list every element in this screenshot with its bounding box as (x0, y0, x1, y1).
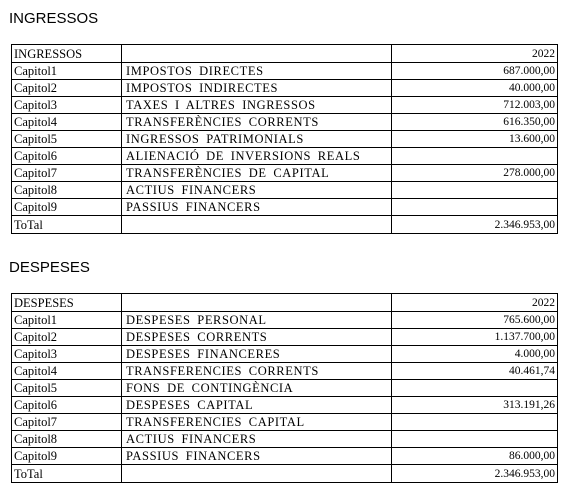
table-row (12, 397, 558, 414)
chapter-cell: Capitol5 (12, 131, 122, 148)
amount-cell (392, 380, 558, 397)
concept-cell: INGRESSOS PATRIMONIALS (122, 131, 392, 148)
despeses-header-row (12, 294, 558, 312)
total-amount: 2.346.953,00 (392, 465, 558, 483)
concept-cell: DESPESES FINANCERES (122, 346, 392, 363)
chapter-cell: Capitol2 (12, 329, 122, 346)
total-label: ToTal (12, 216, 122, 234)
concept-cell: DESPESES CAPITAL (122, 397, 392, 414)
total-concept (122, 465, 392, 483)
concept-cell: ACTIUS FINANCERS (122, 182, 392, 199)
amount-cell: 278.000,00 (392, 165, 558, 182)
amount-cell: 40.461,74 (392, 363, 558, 380)
table-row (12, 97, 558, 114)
ingressos-header-concept (122, 45, 392, 63)
chapter-cell: Capitol7 (12, 414, 122, 431)
chapter-cell: Capitol6 (12, 148, 122, 165)
despeses-header-label: DESPESES (12, 294, 122, 312)
chapter-cell: Capitol2 (12, 80, 122, 97)
table-row (12, 199, 558, 216)
table-row (12, 182, 558, 199)
despeses-header-concept (122, 294, 392, 312)
amount-cell (392, 414, 558, 431)
chapter-cell: Capitol5 (12, 380, 122, 397)
concept-cell: ALIENACIÓ DE INVERSIONS REALS (122, 148, 392, 165)
amount-cell: 616.350,00 (392, 114, 558, 131)
ingressos-header-year: 2022 (392, 45, 558, 63)
amount-cell (392, 182, 558, 199)
chapter-cell: Capitol7 (12, 165, 122, 182)
table-row (12, 312, 558, 329)
despeses-header-year: 2022 (392, 294, 558, 312)
concept-cell: IMPOSTOS INDIRECTES (122, 80, 392, 97)
total-concept (122, 216, 392, 234)
table-row (12, 380, 558, 397)
concept-cell: TAXES I ALTRES INGRESSOS (122, 97, 392, 114)
ingressos-total-row (12, 216, 558, 234)
amount-cell (392, 199, 558, 216)
chapter-cell: Capitol1 (12, 63, 122, 80)
concept-cell: PASSIUS FINANCERS (122, 199, 392, 216)
concept-cell: TRANSFERENCIES CORRENTS (122, 363, 392, 380)
table-row (12, 148, 558, 165)
table-row (12, 63, 558, 80)
table-row (12, 80, 558, 97)
chapter-cell: Capitol8 (12, 431, 122, 448)
total-label: ToTal (12, 465, 122, 483)
table-row (12, 114, 558, 131)
ingressos-header-row (12, 45, 558, 63)
chapter-cell: Capitol3 (12, 346, 122, 363)
total-amount: 2.346.953,00 (392, 216, 558, 234)
chapter-cell: Capitol4 (12, 114, 122, 131)
concept-cell: FONS DE CONTINGÈNCIA (122, 380, 392, 397)
concept-cell: ACTIUS FINANCERS (122, 431, 392, 448)
table-row (12, 414, 558, 431)
ingressos-header-label: INGRESSOS (12, 45, 122, 63)
despeses-table (11, 293, 558, 483)
table-row (12, 329, 558, 346)
concept-cell: TRANSFERÈNCIES CORRENTS (122, 114, 392, 131)
amount-cell (392, 431, 558, 448)
amount-cell: 712.003,00 (392, 97, 558, 114)
concept-cell: IMPOSTOS DIRECTES (122, 63, 392, 80)
table-row (12, 448, 558, 465)
amount-cell: 1.137.700,00 (392, 329, 558, 346)
chapter-cell: Capitol3 (12, 97, 122, 114)
ingressos-table (11, 44, 558, 234)
amount-cell: 687.000,00 (392, 63, 558, 80)
table-row (12, 165, 558, 182)
ingressos-heading: INGRESSOS (9, 10, 99, 27)
amount-cell (392, 148, 558, 165)
table-row (12, 431, 558, 448)
chapter-cell: Capitol1 (12, 312, 122, 329)
amount-cell: 13.600,00 (392, 131, 558, 148)
chapter-cell: Capitol9 (12, 448, 122, 465)
despeses-heading: DESPESES (9, 259, 90, 276)
concept-cell: TRANSFERENCIES CAPITAL (122, 414, 392, 431)
concept-cell: TRANSFERÈNCIES DE CAPITAL (122, 165, 392, 182)
table-row (12, 131, 558, 148)
chapter-cell: Capitol9 (12, 199, 122, 216)
concept-cell: DESPESES PERSONAL (122, 312, 392, 329)
amount-cell: 86.000,00 (392, 448, 558, 465)
amount-cell: 313.191,26 (392, 397, 558, 414)
amount-cell: 4.000,00 (392, 346, 558, 363)
amount-cell: 765.600,00 (392, 312, 558, 329)
chapter-cell: Capitol8 (12, 182, 122, 199)
chapter-cell: Capitol4 (12, 363, 122, 380)
amount-cell: 40.000,00 (392, 80, 558, 97)
chapter-cell: Capitol6 (12, 397, 122, 414)
table-row (12, 346, 558, 363)
concept-cell: DESPESES CORRENTS (122, 329, 392, 346)
despeses-total-row (12, 465, 558, 483)
concept-cell: PASSIUS FINANCERS (122, 448, 392, 465)
table-row (12, 363, 558, 380)
